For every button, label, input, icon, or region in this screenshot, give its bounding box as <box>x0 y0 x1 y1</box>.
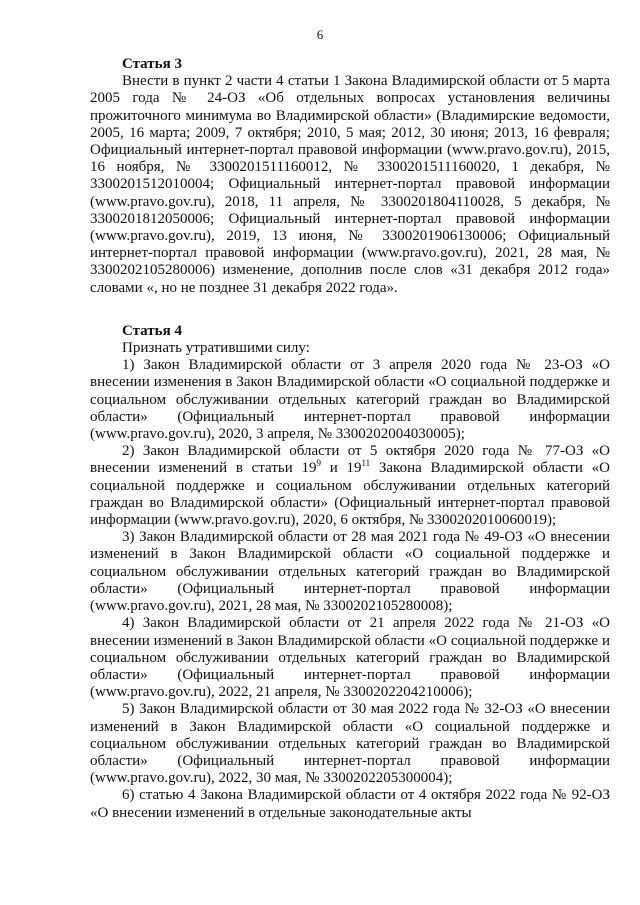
document-body <box>90 56 610 822</box>
superscript-11: 11 <box>361 458 371 469</box>
article-4-intro: Признать утратившими силу: <box>122 340 310 357</box>
superscript-9: 9 <box>316 458 321 469</box>
list-item-2-part-a: 2) Закон Владимирской области от 5 октября 2020 года № 77-ОЗ «О внесении изменений в статьи 19 <box>90 443 610 477</box>
article-4-heading: Статья 4 <box>122 322 182 339</box>
list-item-6: 6) статью 4 Закона Владимирской области от 4 октября 2022 года № 92-ОЗ «О внесении изменений в отдельные законодательные акты <box>90 787 610 821</box>
article-4 <box>90 323 610 822</box>
list-item-2-part-c: Закона Владимирской области «О социальной поддержке и социальном обслуживании отдельных категорий граждан во Владимирской области» (Официальный интернет-портал правовой информации (www.pravo.gov.ru), 2020, 6 октября, № 3300202010060019); <box>90 460 610 529</box>
article-3-heading: Статья 3 <box>122 56 182 72</box>
list-item-2 <box>90 443 610 529</box>
list-item-5: 5) Закон Владимирской области от 30 мая 2022 года № 32-ОЗ «О внесении изменений в Закон Владимирской области «О социальной поддержке и социальном обслуживании отдельных категорий граждан во Владимирской области» (Официальный интернет-портал правовой информации (www.pravo.gov.ru), 2022, 30 мая, № 3300202205300004); <box>90 701 610 787</box>
list-item-3: 3) Закон Владимирской области от 28 мая 2021 года № 49-ОЗ «О внесении изменений в Закон Владимирской области «О социальной поддержке и социальном обслуживании отдельных категорий граждан во Владимирской области» (Официальный интернет-портал правовой информации (www.pravo.gov.ru), 2021, 28 мая, № 3300202105280008); <box>90 529 610 615</box>
article-3-text: Внести в пункт 2 части 4 статьи 1 Закона Владимирской области от 5 марта 2005 года № 24-ОЗ «Об отдельных вопросах установления величины прожиточного минимума во Владимирской области» (Владимирские ведомости, 2005, 16 марта; 2009, 7 октября; 2010, 5 мая; 2012, 30 июня; 2013, 16 февраля; Официальный интернет-портал правовой информации (www.pravo.gov.ru), 2015, 16 ноября, № 3300201511160012, № 3300201511160020, 1 декабря, № 3300201512010004; Официальный интернет-портал правовой информации (www.pravo.gov.ru), 2018, 11 апреля, № 3300201804110028, 5 декабря, № 3300201812050006; Официальный интернет-портал правовой информации (www.pravo.gov.ru), 2019, 13 июня, № 3300201906130006; Официальный интернет-портал правовой информации (www.pravo.gov.ru), 2021, 28 мая, № 3300202105280006) изменение, дополнив после слов «31 декабря 2012 года» словами «, но не позднее 31 декабря 2022 года». <box>90 73 610 296</box>
article-3 <box>90 56 610 297</box>
list-item-4: 4) Закон Владимирской области от 21 апреля 2022 года № 21-ОЗ «О внесении изменений в Закон Владимирской области «О социальной поддержке и социальном обслуживании отдельных категорий граждан во Владимирской области» (Официальный интернет-портал правовой информации (www.pravo.gov.ru), 2022, 21 апреля, № 3300202204210006); <box>90 615 610 701</box>
list-item-2-part-b: и 19 <box>320 460 362 477</box>
page-number: 6 <box>316 27 324 42</box>
list-item-1: 1) Закон Владимирской области от 3 апреля 2020 года № 23-ОЗ «О внесении изменения в Закон Владимирской области «О социальной поддержке и социальном обслуживании отдельных категорий граждан во Владимирской области» (Официальный интернет-портал правовой информации (www.pravo.gov.ru), 2020, 3 апреля, № 3300202004030005); <box>90 357 610 443</box>
